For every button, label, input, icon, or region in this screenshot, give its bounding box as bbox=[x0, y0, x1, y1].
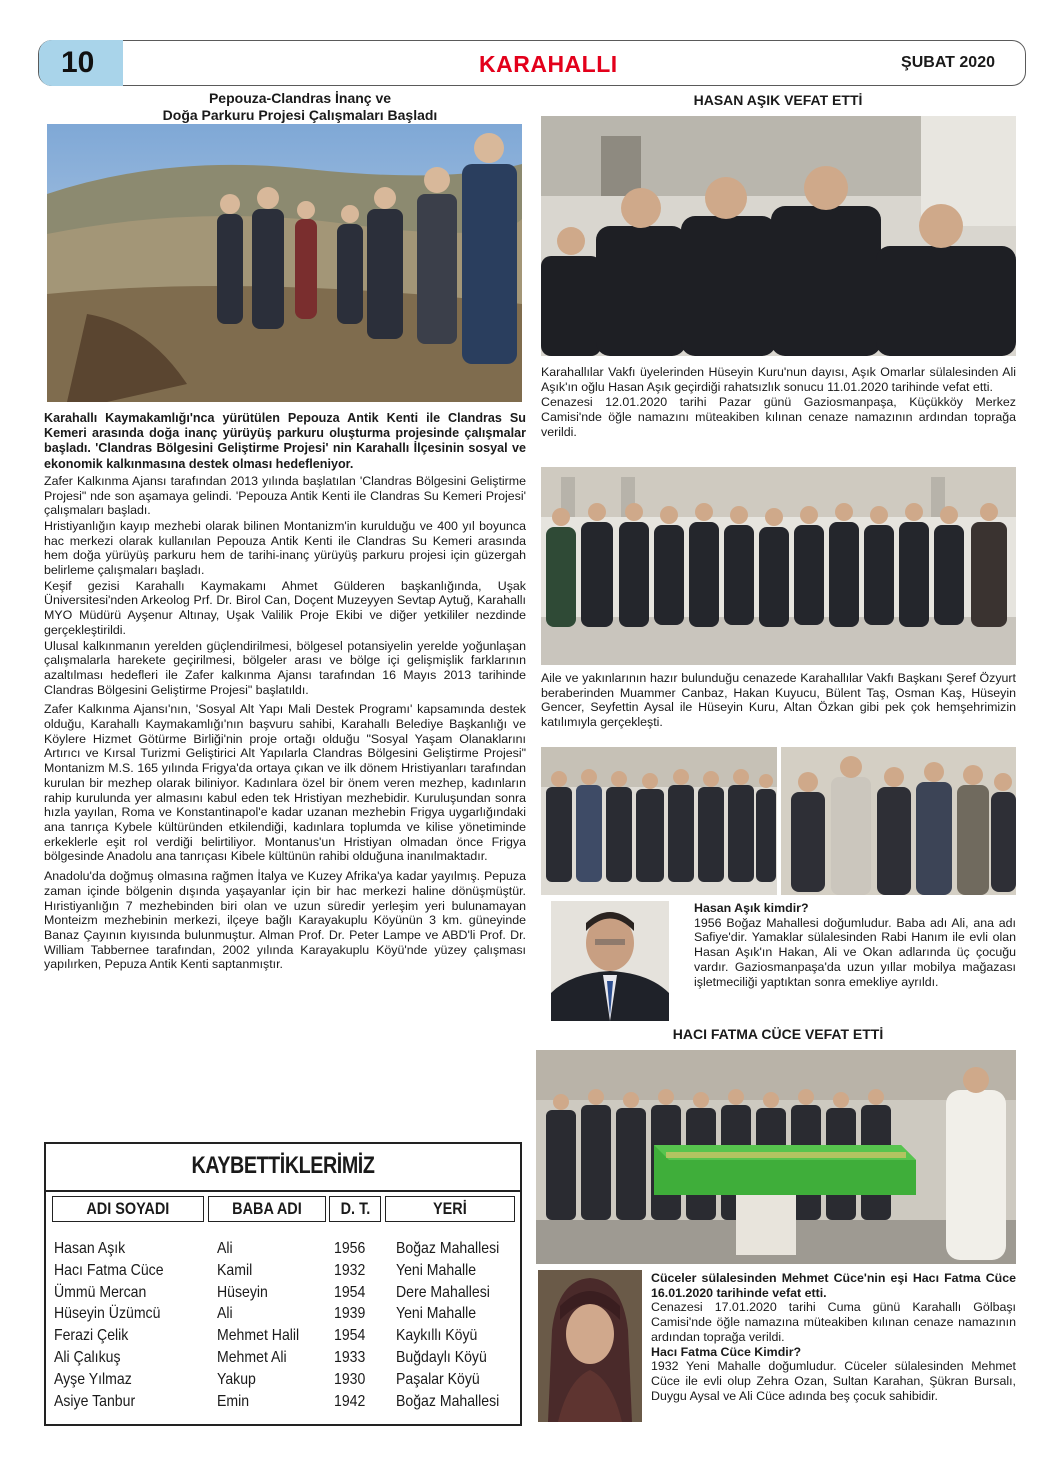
places-column bbox=[396, 1238, 520, 1412]
mourners-photo-2 bbox=[781, 747, 1016, 895]
left-article-text bbox=[44, 474, 526, 972]
left-article-body bbox=[44, 411, 526, 973]
column-header-father: BABA ADI bbox=[208, 1196, 326, 1222]
table-cell: Paşalar Köyü bbox=[396, 1370, 480, 1388]
table-cell: Buğdaylı Köyü bbox=[396, 1348, 487, 1366]
hasan-asik-bio bbox=[694, 901, 1016, 989]
table-cell: 1932 bbox=[334, 1261, 366, 1279]
table-cell: 1939 bbox=[334, 1305, 366, 1323]
table-cell: Ümmü Mercan bbox=[54, 1283, 147, 1301]
mourners-photo-1 bbox=[541, 747, 777, 895]
column-header-name: ADI SOYADI bbox=[52, 1196, 204, 1222]
table-cell: Ali bbox=[217, 1305, 233, 1323]
table-cell: Hacı Fatma Cüce bbox=[54, 1261, 164, 1279]
table-cell: Yeni Mahalle bbox=[396, 1261, 477, 1279]
funeral-group-photo bbox=[541, 467, 1016, 665]
table-cell: Yeni Mahalle bbox=[396, 1305, 477, 1323]
left-article-lead: Karahallı Kaymakamlığı'nca yürütülen Pepouza Antik Kenti ile Clandras Su Kemeri arasında doğa inanç yürüyüş parkuru oluşturma projesinde çalışmalar başladı. 'Clandras Bölgesini Geliştirme Projesi' nin Karahallı İlçesinin sosyal ve ekonomik kalkınmasına destek olması hedefleniyor. bbox=[44, 411, 526, 471]
names-column bbox=[54, 1238, 204, 1412]
paragraph: Karahallılar Vakfı üyelerinden Hüseyin Kuru'nun dayısı, Aşık Omarlar sülalesinden Ali Aşık'ın oğlu Hasan Aşık geçirdiği rahatsızlık sonucu 11.01.2020 tarihinde vefat etti. bbox=[541, 365, 1016, 394]
column-header-year: D. T. bbox=[329, 1196, 381, 1222]
divider bbox=[46, 1190, 520, 1192]
column-header-place: YERİ bbox=[385, 1196, 515, 1222]
obituary-table bbox=[44, 1142, 522, 1426]
left-article-title bbox=[44, 90, 526, 124]
funeral-prayer-photo bbox=[541, 116, 1016, 356]
pepouza-site-photo bbox=[47, 124, 522, 402]
paragraph: Cenazesi 12.01.2020 tarihi Pazar günü Gaziosmanpaşa, Küçükköy Merkez Camisi'nde öğle namazını müteakiben kılınan cenaze namazının ardından toprağa verildi. bbox=[541, 395, 1016, 439]
table-cell: Asiye Tanbur bbox=[54, 1392, 136, 1410]
obituary-title: KAYBETTİKLERİMİZ bbox=[191, 1152, 375, 1179]
bio-title: Hasan Aşık kimdir? bbox=[694, 901, 809, 915]
coffin-prayer-photo bbox=[536, 1050, 1016, 1264]
table-cell: Dere Mahallesi bbox=[396, 1283, 490, 1301]
table-cell: Ayşe Yılmaz bbox=[54, 1370, 132, 1388]
table-cell: 1954 bbox=[334, 1327, 366, 1345]
paragraph: Keşif gezisi Karahallı Kaymakamı Ahmet Gülderen başkanlığında, Uşak Üniversitesi'nden Arkeolog Prf. Dr. Birol Can, Doçent Muzeyyen Sevtap Aytuğ, Karahallı MYO Müdürü Ayşenur Altınay, Uşak Valilik Proje Ekibi ve diğer yetkililer nezdinde gerçekleştirildi. bbox=[44, 578, 526, 637]
page-header bbox=[38, 40, 1026, 86]
table-cell: 1933 bbox=[334, 1348, 366, 1366]
title-line-2: Doğa Parkuru Projesi Çalışmaları Başladı bbox=[162, 107, 438, 123]
years-column bbox=[334, 1238, 382, 1412]
page-number: 10 bbox=[39, 40, 123, 86]
table-cell: 1942 bbox=[334, 1392, 366, 1410]
table-cell: Kamil bbox=[217, 1261, 253, 1279]
table-cell: 1956 bbox=[334, 1240, 366, 1257]
table-cell: Kaykıllı Köyü bbox=[396, 1327, 478, 1345]
bio-title: Hacı Fatma Cüce Kimdir? bbox=[651, 1344, 802, 1359]
newspaper-brand: KARAHALLI bbox=[479, 51, 618, 77]
table-cell: Ferazi Çelik bbox=[54, 1327, 129, 1345]
table-cell: Hüseyin Üzümcü bbox=[54, 1305, 161, 1323]
paragraph: Ulusal kalkınmanın yerelden güçlendirilmesi, bölgesel potansiyelin yerelde yoğunlaşan çalışmalarla harekete geçirilmesi, bölgeler arası ve bölge içi gelişmişlik farklarının azaltılması hedefleri ile Zafer kalkınma Ajansı tarafından 16 Mayıs 2013 tarihinde Clandras Bölgesini Geliştirme Projesi" başlatıldı. bbox=[44, 638, 526, 697]
bio-text: 1956 Boğaz Mahallesi doğumludur. Baba adı Ali, ana adı Safiye'dir. Yamaklar sülalesinden Rabi Hanım ile evli olan Hasan Aşık'ın Hakan, Ali ve Okan adlarında üç çocuğu vardır. Gaziosmanpaşa'da uzun yıllar mobilya mağazası işletmeciliği yaptıktan sonra emekliye ayrıldı. bbox=[694, 915, 1016, 989]
table-cell: Ali Çalıkuş bbox=[54, 1348, 121, 1366]
table-cell: Emin bbox=[217, 1392, 250, 1410]
article-lead: Cüceler sülalesinden Mehmet Cüce'nin eşi Hacı Fatma Cüce 16.01.2020 tarihinde vefat etti. bbox=[651, 1271, 1016, 1300]
hasan-asik-title: HASAN AŞIK VEFAT ETTİ bbox=[693, 92, 863, 108]
table-cell: 1930 bbox=[334, 1370, 366, 1388]
table-cell: Hasan Aşık bbox=[54, 1240, 126, 1257]
paragraph: Zafer Kalkınma Ajansı'nın, 'Sosyal Alt Yapı Mali Destek Programı' kapsamında destek olduğu, Karahallı Kaymakamlığı'nın başvuru sahibi, Karahallı Belediye Başkanlığı ve Köylere Hizmet Götürme Birliği'nin proje ortağı olduğu "Sosyal Yaşam Olanaklarını Artırıcı ve Kırsal Turizmi Geliştirici Alt Yapılarla Clandras Bölgesini Geliştirme Projesi" Montanizm M.S. 165 yılında Frigya'da ortaya çıkan ve ilk dönem Hristiyanları tarafından kurulan bir mezhep olarak biliniyor. Kadınlara özel bir önem veren mezhep, kadınların rahip kurulunda yer almasını kabul eden tek Hristiyan mezhebidir. Kuruluşundan sonra hızla yayılan, Roma ve Konstantinapol'e kadar uzanan mezhebin Frigya uygarlığındaki ana tanrıça Kybele kültüründen etkilendiği, kadınlara toplumda ve kilise yönetiminde erkeklerle eşit rol verdiği belirtiliyor. Montanus'un Hristiyan olmadan önce Frigya bölgesinde Anadolu ana tanrıçası Kibele kültünün rahibi olduğuna inanılmaktadır. bbox=[44, 702, 526, 864]
bio-text: 1932 Yeni Mahalle doğumludur. Cüceler sülalesinden Mehmet Cüce ile evli olup Zehra Ozan, Sultan Karahan, Şükran Bursalı, Duygu Aysal ve Ali Cüce adında beş çocuk sahibidir. bbox=[651, 1359, 1016, 1403]
table-cell: Hüseyin bbox=[217, 1283, 268, 1301]
hasan-asik-text bbox=[541, 365, 1016, 441]
haci-fatma-cuce-text bbox=[651, 1271, 1016, 1403]
table-cell: Boğaz Mahallesi bbox=[396, 1240, 500, 1257]
table-cell: 1954 bbox=[334, 1283, 366, 1301]
paragraph: Hristiyanlığın kayıp mezhebi olarak bilinen Montanizm'in kurulduğu ve 400 yıl boyunca hac merkezi olarak kullanılan Pepouza Antik Kenti ile Clandras Su Kemeri arasında hem doğa yürüyüş parkuru hem de tarihi-inanç yürüyüş parkuru projesi için güzergah belirleme çalışmaları başladı. bbox=[44, 518, 526, 578]
hasan-asik-portrait bbox=[551, 901, 669, 1021]
left-article bbox=[44, 90, 526, 124]
table-cell: Mehmet Ali bbox=[217, 1348, 287, 1366]
haci-fatma-cuce-portrait bbox=[538, 1270, 642, 1422]
table-cell: Mehmet Halil bbox=[217, 1327, 300, 1345]
haci-fatma-cuce-title: HACI FATMA CÜCE VEFAT ETTİ bbox=[672, 1026, 884, 1042]
paragraph: Zafer Kalkınma Ajansı tarafından 2013 yılında başlatılan 'Clandras Bölgesini Geliştirme Projesi" nde son aşamaya gelindi. 'Pepouza Antik Kenti ile Clandras Su Kemeri Projesi' çalışmaları başladı. bbox=[44, 473, 526, 518]
table-cell: Ali bbox=[217, 1240, 233, 1257]
funeral-caption: Aile ve yakınlarının hazır bulunduğu cenazede Karahallılar Vakfı Başkanı Şeref Özyurt beraberinden Muammer Canbaz, Hakan Kuyucu, Bülent Taş, Osman Kaş, Hüseyin Gencer, Seyfettin Aysal ile Hüseyin Kuru, Altan Özkan gibi pek çok hemşehrimizin katılımıyla gerçekleşti. bbox=[541, 671, 1016, 730]
table-cell: Yakup bbox=[217, 1370, 256, 1388]
paragraph: Cenazesi 17.01.2020 tarihi Cuma günü Karahallı Gölbaşı Camisi'nde öğle namazına müteakiben kılınan cenaze namazının ardından toprağa verildi. bbox=[651, 1300, 1016, 1344]
issue-date: ŞUBAT 2020 bbox=[901, 54, 995, 71]
table-cell: Boğaz Mahallesi bbox=[396, 1392, 500, 1410]
title-line-1: Pepouza-Clandras İnanç ve bbox=[208, 90, 392, 106]
paragraph: Anadolu'da doğmuş olmasına rağmen İtalya ve Kuzey Afrika'ya kadar yayılmış. Pepuza zaman içinde bölgenin dışında yaşayanlar için bir hac merkezi haline dönüşmüştür. Hıristiyanlığın 7 mezhebinden biri olan ve uzun süredir yerleşim yeri bulunamayan Monteizm mezhebinin merkezi, ilçeye bağlı Karayakuplu Köyünün 3 km. güneyinde Banaz Çayının kıyısında bulunmuştur. Alman Prof. Dr. Peter Lampe ve ABD'li Prof. Dr. William Tabbernee tarafından, 2002 yılında Karayakuplu Köyü'nde yüzey çalışması yapılırken, Pepuza Antik Kenti saptanmıştır. bbox=[44, 869, 526, 972]
fathers-column bbox=[217, 1238, 329, 1412]
